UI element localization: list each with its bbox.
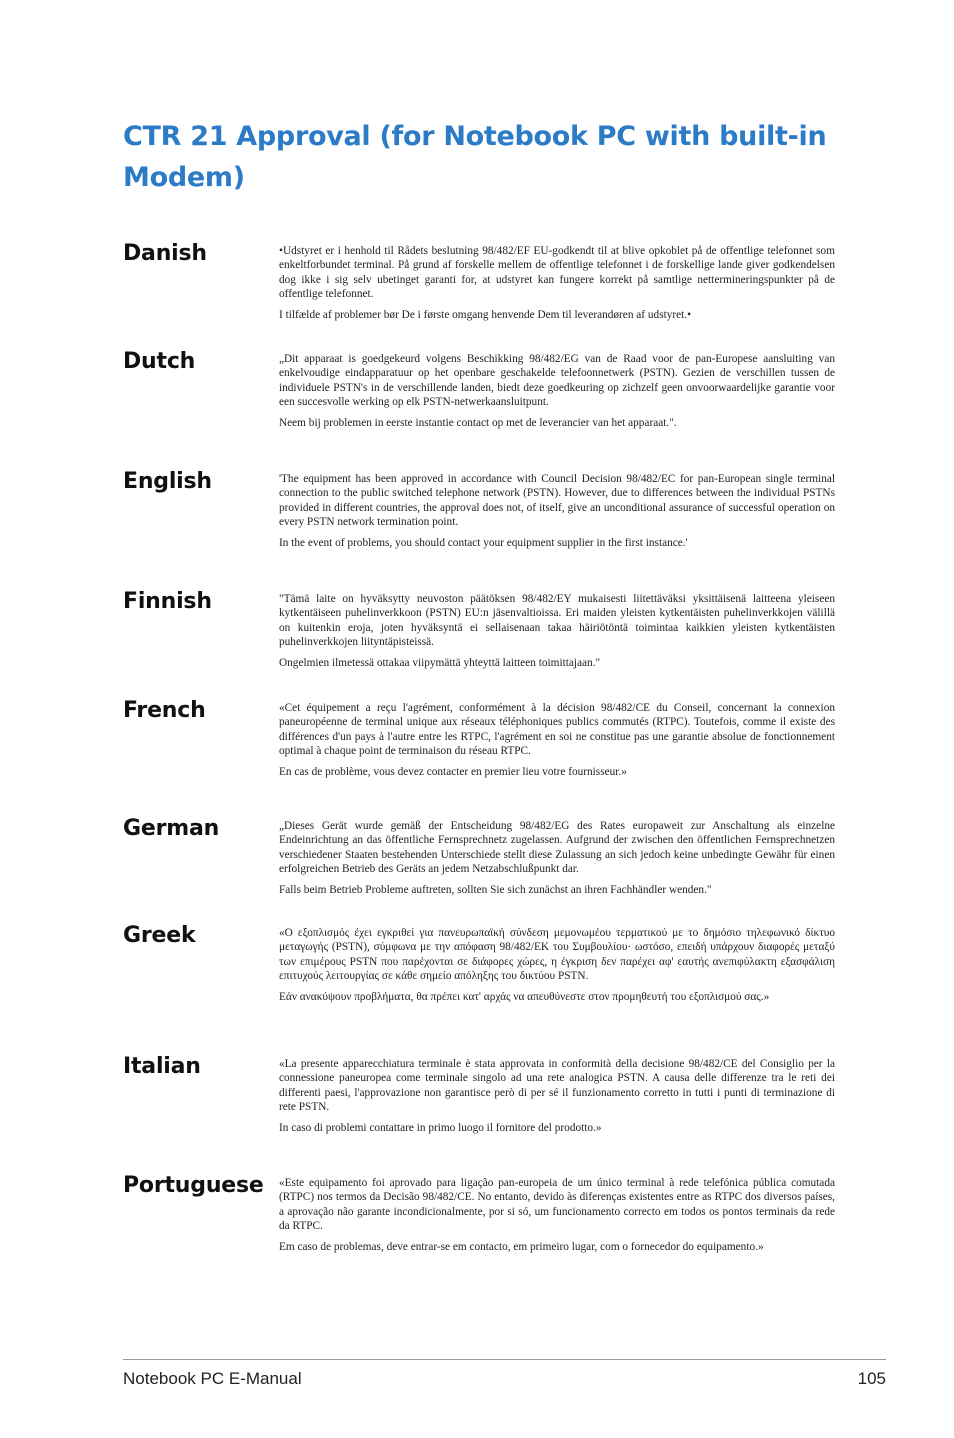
statement-paragraph: „Dieses Gerät wurde gemäß der Entscheidung 98/482/EG des Rates europaweit zur Anschaltung als einzelne Endeinrichtung an das öffentliche Fernsprechnetz zugelassen. Aufgrund der zwischen den öffentlichen Fernsprechnetzen verschiedener Staaten bestehenden Unterschiede stellt diese Zulassung an sich jedoch keine unbedingte Gewähr für einen erfolgreichen Betrieb des Geräts an jedem Netzabschlußpunkt dar. xyxy=(279,820,835,875)
problems-paragraph: En cas de problème, vous devez contacter en premier lieu votre fournisseur.» xyxy=(279,766,627,779)
statement-paragraph: "Tämä laite on hyväksytty neuvoston päätöksen 98/482/EY mukaisesti liitettäväksi yksittäisenä laitteena yleiseen kytkentäiseen puhelinverkkoon (PSTN) EU:n jäsenvaltioissa. Eri maiden yleisten kytkentäisten puhelinverkkojen välillä on kuitenkin eroja, joten hyväksyntä ei sellaisenaan takaa häiriötöntä toimintaa kaikkien yleisten kytkentäisten puhelinverkkojen liityntäpisteissä. xyxy=(279,593,835,648)
language-label: Finnish xyxy=(123,589,212,614)
approval-text xyxy=(279,244,835,329)
problems-paragraph: Em caso de problemas, deve entrar-se em contacto, em primeiro lugar, com o fornecedor do equipamento.» xyxy=(279,1241,764,1254)
footer-page-number: 105 xyxy=(857,1369,886,1388)
statement-paragraph: «Ο εξοπλισμός έχει εγκριθεί για πανευρωπαϊκή σύνδεση μεμονωμέου τερματικού με το δημόσιο τηλεφωνικό δίκτυο μεταγωγής (PSTN), σύμφωνα με την απόφαση 98/482/ΕΚ του Συμβουλίου· ωστόσο, επειδή υπάρχουν διαφορές μεταξύ των επιμέρους PSTN που παρέχονται σε διάφορες χώρες, η έγκριση δεν παρέχει αφ' εαυτής ανεπιφύλακτη εξασφάλιση επιτυχούς λειτουργίας σε κάθε σημείο απόληξης του δικτύου PSTN. xyxy=(279,927,835,982)
approval-text xyxy=(279,926,835,1011)
approval-text xyxy=(279,352,835,437)
approval-text xyxy=(279,701,835,786)
approval-text xyxy=(279,1176,835,1261)
statement-paragraph: «Este equipamento foi aprovado para ligação pan-europeia de um único terminal à rede telefónica pública comutada (RTPC) nos termos da Decisão 98/482/CE. No entanto, devido às diferenças existentes entre as RTPC dos diversos países, a aprovação não garante incondicionalmente, por si só, um funcionamento correcto em todos os pontos terminais da rede da RTPC. xyxy=(279,1177,835,1232)
approval-text xyxy=(279,1057,835,1142)
problems-paragraph: Neem bij problemen in eerste instantie contact op met de leverancier van het apparaat.". xyxy=(279,417,677,430)
statement-paragraph: 'The equipment has been approved in accordance with Council Decision 98/482/EC for pan-European single terminal connection to the public switched telephone network (PSTN). However, due to differences between the individual PSTNs provided in different countries, the approval does not, of itself, give an unconditional assurance of successful operation on every PSTN network termination point. xyxy=(279,473,835,528)
approval-text xyxy=(279,819,835,904)
statement-paragraph: «La presente apparecchiatura terminale è stata approvata in conformità della decisione 98/482/CE del Consiglio per la connessione paneuropea come terminale singolo ad una rete analogica PSTN. A causa delle differenze tra le reti dei differenti paesi, l'approvazione non garantisce però di per sé il funzionamento corretto in tutti i punti di terminazione di rete PSTN. xyxy=(279,1058,835,1113)
language-label: Danish xyxy=(123,241,207,266)
statement-paragraph: •Udstyret er i henhold til Rådets beslutning 98/482/EF EU-godkendt til at blive opkoblet på de offentlige telefonnet som enkeltforbundet terminal. På grund af forskelle mellem de offentlige telefonnet i de forskellige lande giver godkendelsen dog ikke i sig selv ubetinget garanti for, at udstyret kan fungere korrekt på samtlige nettermineringspunkter på de offentlige telefonnet. xyxy=(279,245,835,300)
language-label: English xyxy=(123,469,212,494)
language-label: German xyxy=(123,816,220,841)
statement-paragraph: „Dit apparaat is goedgekeurd volgens Beschikking 98/482/EG van de Raad voor de pan-Europese aansluiting van enkelvoudige eindapparatuur op het openbare geschakelde telefoonnetwerk (PSTN). Gezien de verschillen tussen de individuele PSTN's in de verschillende landen, biedt deze goedkeuring op zichzelf geen onvoorwaardelijke garantie voor een succesvolle werking op elk PSTN-netwerkaansluitpunt. xyxy=(279,353,835,408)
problems-paragraph: Εάν ανακύψουν προβλήματα, θα πρέπει κατ' αρχάς να απευθύνεστε στον προμηθευτή του εξοπλισμού σας.» xyxy=(279,991,770,1004)
language-label: Portuguese xyxy=(123,1173,264,1198)
footer-manual-name: Notebook PC E-Manual xyxy=(123,1369,302,1388)
statement-paragraph: «Cet équipement a reçu l'agrément, conformément à la décision 98/482/CE du Conseil, concernant la connexion paneuropéenne de terminal unique aux réseaux téléphoniques publics commutés (RTPC). Toutefois, comme il existe des différences d'un pays à l'autre entre les RTPC, l'agrément en soi ne constitue pas une garantie absolue de fonctionnement optimal à chaque point de terminaison du réseau RTPC. xyxy=(279,702,835,757)
problems-paragraph: I tilfælde af problemer bør De i første omgang henvende Dem til leverandøren af udstyret.• xyxy=(279,309,692,322)
language-label: Greek xyxy=(123,923,196,948)
problems-paragraph: Falls beim Betrieb Probleme auftreten, sollten Sie sich zunächst an ihren Fachhändler wenden." xyxy=(279,884,712,897)
problems-paragraph: In caso di problemi contattare in primo luogo il fornitore del prodotto.» xyxy=(279,1122,602,1135)
approval-text xyxy=(279,472,835,557)
language-label: French xyxy=(123,698,206,723)
footer-divider xyxy=(123,1359,886,1360)
problems-paragraph: In the event of problems, you should contact your equipment supplier in the first instance.' xyxy=(279,537,688,550)
language-label: Italian xyxy=(123,1054,201,1079)
problems-paragraph: Ongelmien ilmetessä ottakaa viipymättä yhteyttä laitteen toimittajaan." xyxy=(279,657,601,670)
page-title: CTR 21 Approval (for Notebook PC with built-in Modem) xyxy=(123,121,827,193)
approval-text xyxy=(279,592,835,677)
language-label: Dutch xyxy=(123,349,196,374)
